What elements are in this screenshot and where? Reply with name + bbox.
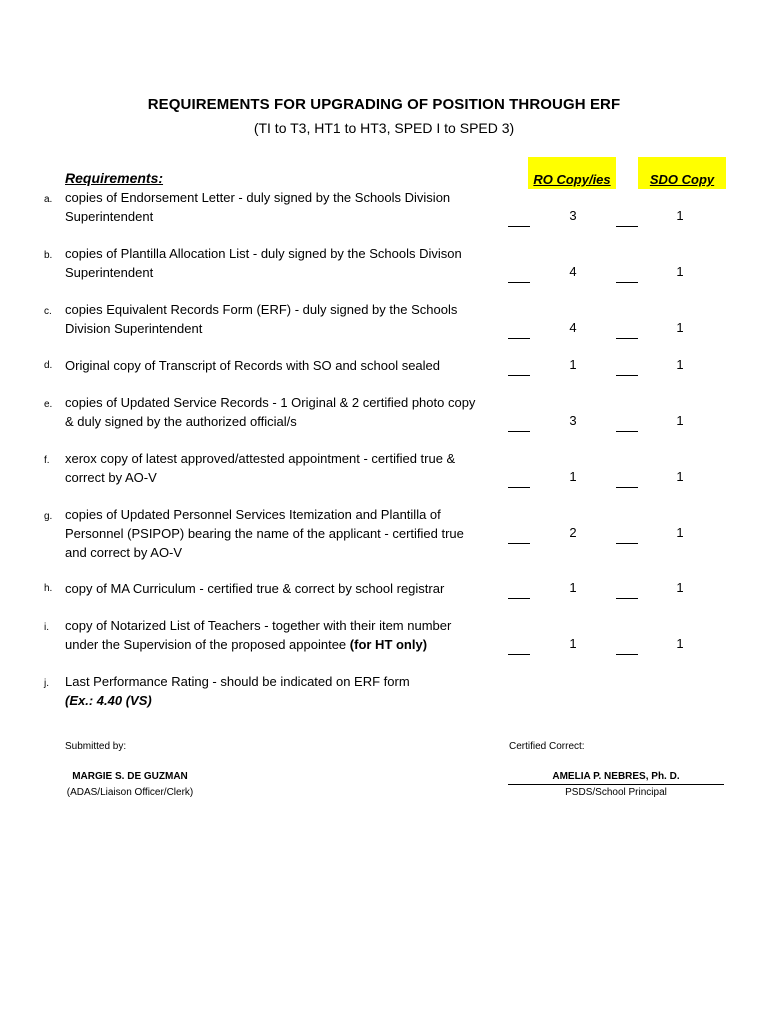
item-line-part: under the Supervision of the proposed appointee [65, 637, 347, 652]
item-line: copies Equivalent Records Form (ERF) - duly signed by the Schools [65, 302, 458, 317]
sdo-blank-line [616, 226, 638, 227]
item-line: copies of Plantilla Allocation List - duly signed by the Schools Divison [65, 246, 462, 261]
ro-copies-value: 2 [569, 525, 577, 540]
item-line: copies of Endorsement Letter - duly signed by the Schools Division [65, 190, 451, 205]
item-line: and correct by AO-V [65, 545, 183, 560]
sdo-copies-value: 1 [676, 413, 684, 428]
ro-blank-line [508, 598, 530, 599]
item-line: Last Performance Rating - should be indicated on ERF form [65, 674, 410, 689]
sdo-copies-value: 1 [676, 320, 684, 335]
item-letter: e. [44, 399, 53, 410]
item-letter: d. [44, 360, 53, 371]
sdo-copies-value: 1 [676, 469, 684, 484]
item-line: Personnel (PSIPOP) bearing the name of the applicant - certified true [65, 526, 464, 541]
certified-by-position: PSDS/School Principal [565, 787, 667, 798]
item-text [65, 579, 485, 598]
submitted-by-name: MARGIE S. DE GUZMAN [72, 771, 188, 782]
item-letter: i. [44, 622, 49, 633]
sdo-blank-line [616, 375, 638, 376]
sdo-copy-column-header: SDO Copy [638, 157, 726, 189]
item-line: & duly signed by the authorized official/s [65, 414, 297, 429]
item-line: Division Superintendent [65, 321, 203, 336]
sdo-blank-line [616, 338, 638, 339]
ro-blank-line [508, 431, 530, 432]
item-text [65, 672, 485, 710]
submitted-by-position: (ADAS/Liaison Officer/Clerk) [66, 787, 194, 798]
ro-blank-line [508, 338, 530, 339]
ro-blank-line [508, 543, 530, 544]
requirements-heading: Requirements: [65, 170, 164, 186]
submitted-by-label: Submitted by: [65, 741, 127, 752]
sdo-blank-line [616, 598, 638, 599]
sdo-copies-value: 1 [676, 357, 684, 372]
ro-copy-column-header: RO Copy/ies [528, 157, 616, 189]
ro-blank-line [508, 654, 530, 655]
item-letter: a. [44, 194, 53, 205]
ro-copies-value: 4 [569, 320, 577, 335]
sdo-blank-line [616, 282, 638, 283]
page-subtitle: (TI to T3, HT1 to HT3, SPED I to SPED 3) [253, 120, 515, 136]
sdo-copies-value: 1 [676, 636, 684, 651]
certified-correct-label: Certified Correct: [509, 741, 585, 752]
item-letter: b. [44, 250, 53, 261]
item-line: xerox copy of latest approved/attested appointment - certified true & [65, 451, 456, 466]
sdo-copies-value: 1 [676, 580, 684, 595]
certified-signature-line [508, 784, 724, 785]
item-letter: j. [44, 678, 49, 689]
item-line: copies of Updated Service Records - 1 Original & 2 certified photo copy [65, 395, 476, 410]
ro-copies-value: 1 [569, 636, 577, 651]
ro-copies-value: 1 [569, 469, 577, 484]
item-letter: f. [44, 455, 50, 466]
sdo-blank-line [616, 654, 638, 655]
sdo-blank-line [616, 431, 638, 432]
item-line: Superintendent [65, 209, 154, 224]
sdo-blank-line [616, 543, 638, 544]
item-text [65, 244, 485, 282]
ro-copies-value: 1 [569, 357, 577, 372]
item-text [65, 188, 485, 226]
ro-blank-line [508, 226, 530, 227]
ro-copies-value: 1 [569, 580, 577, 595]
item-line: Original copy of Transcript of Records with SO and school sealed [65, 358, 441, 373]
sdo-copies-value: 1 [676, 525, 684, 540]
item-line [65, 635, 485, 654]
ro-copies-value: 3 [569, 413, 577, 428]
item-text [65, 393, 485, 431]
example-note: (Ex.: 4.40 (VS) [65, 693, 152, 708]
item-line: Superintendent [65, 265, 154, 280]
page-title: REQUIREMENTS FOR UPGRADING OF POSITION THROUGH ERF [147, 96, 621, 113]
item-line: correct by AO-V [65, 470, 157, 485]
item-line: copy of MA Curriculum - certified true & correct by school registrar [65, 581, 445, 596]
ro-blank-line [508, 375, 530, 376]
item-letter: g. [44, 511, 53, 522]
certified-by-name: AMELIA P. NEBRES, Ph. D. [552, 771, 680, 782]
item-text [65, 505, 485, 562]
ro-copies-value: 4 [569, 264, 577, 279]
ro-copies-value: 3 [569, 208, 577, 223]
ro-blank-line [508, 282, 530, 283]
sdo-copies-value: 1 [676, 208, 684, 223]
item-line: copies of Updated Personnel Services Itemization and Plantilla of [65, 507, 441, 522]
item-letter: c. [44, 306, 52, 317]
ro-blank-line [508, 487, 530, 488]
ht-only-note: (for HT only) [349, 637, 428, 652]
item-text [65, 300, 485, 338]
item-text [65, 356, 485, 375]
item-letter: h. [44, 583, 53, 594]
sdo-blank-line [616, 487, 638, 488]
item-text [65, 449, 485, 487]
item-text [65, 616, 485, 654]
sdo-copies-value: 1 [676, 264, 684, 279]
item-line: copy of Notarized List of Teachers - together with their item number [65, 618, 452, 633]
